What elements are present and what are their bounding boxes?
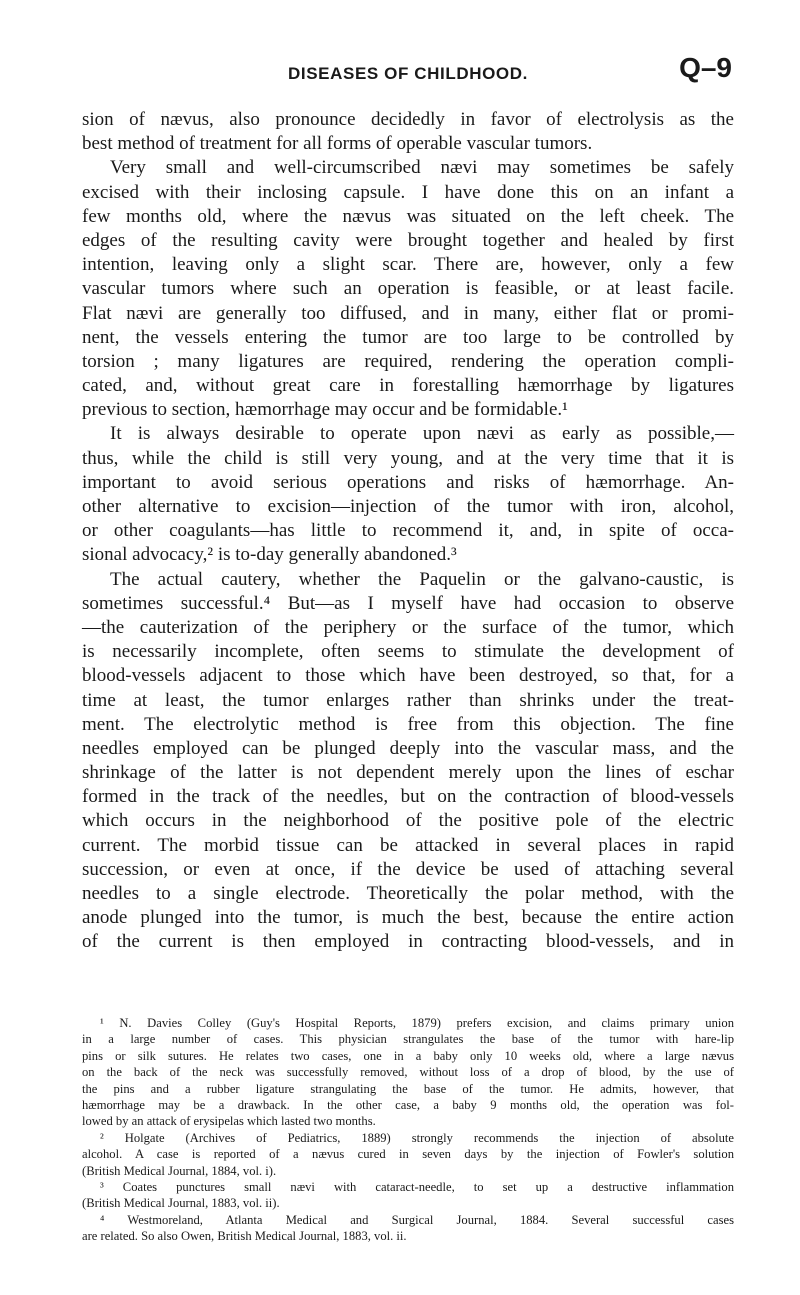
footnote-line: in a large number of cases. This physician strangulates the base of the tumor with hare-lip [82, 1032, 734, 1047]
footnote-line: pins or silk sutures. He relates two cases, one in a baby only 10 weeks old, where a large nævus [82, 1048, 734, 1063]
footnotes [82, 1015, 734, 1244]
text-line: excised with their inclosing capsule. I have done this on an infant a [82, 181, 734, 203]
text-line: or other coagulants—has little to recommend it, and, in spite of occa- [82, 520, 734, 542]
footnote-line: on the back of the neck was successfully removed, without loss of a drop of blood, by the use of [82, 1065, 734, 1080]
footnote-line: ¹ N. Davies Colley (Guy's Hospital Reports, 1879) prefers excision, and claims primary union [100, 1016, 734, 1030]
text-line: edges of the resulting cavity were brought together and healed by first [82, 229, 734, 251]
page-header [84, 52, 732, 92]
text-line: blood-vessels adjacent to those which have been destroyed, so that, for a [82, 665, 734, 687]
footnote-line: alcohol. A case is reported of a nævus cured in seven days by the injection of Fowler's solution [82, 1147, 734, 1162]
running-head: DISEASES OF CHILDHOOD. [288, 64, 528, 83]
text-line: of the current is then employed in contracting blood-vessels, and in [82, 931, 734, 953]
footnote-line: (British Medical Journal, 1883, vol. ii). [82, 1196, 280, 1211]
footnote-line: the pins and a rubber ligature strangulating the base of the tumor. He admits, however, that [82, 1081, 734, 1096]
text-line: sometimes successful.⁴ But—as I myself have had occasion to observe [82, 592, 734, 614]
text-line: sion of nævus, also pronounce decidedly in favor of electrolysis as the [82, 109, 734, 130]
text-line: vascular tumors where such an operation is feasible, or at least facile. [82, 278, 734, 300]
text-line: anode plunged into the tumor, is much the best, because the entire action [82, 907, 734, 929]
text-line: current. The morbid tissue can be attacked in several places in rapid [82, 834, 734, 856]
text-line: thus, while the child is still very young, and at the very time that it is [82, 447, 734, 469]
page-number: Q–9 [679, 52, 732, 83]
text-line: sional advocacy,² is to-day generally abandoned.³ [82, 544, 457, 566]
footnote-line: are related. So also Owen, British Medical Journal, 1883, vol. ii. [82, 1229, 407, 1244]
text-line: other alternative to excision—injection of the tumor with iron, alcohol, [82, 496, 734, 517]
text-line: torsion ; many ligatures are required, rendering the operation compli- [82, 350, 734, 372]
text-line: which occurs in the neighborhood of the positive pole of the electric [82, 810, 734, 832]
text-line: Flat nævi are generally too diffused, and in many, either flat or promi- [82, 302, 734, 324]
text-line: best method of treatment for all forms of operable vascular tumors. [82, 133, 593, 155]
text-line: nent, the vessels entering the tumor are too large to be controlled by [82, 326, 734, 348]
text-line: intention, leaving only a slight scar. There are, however, only a few [82, 254, 734, 276]
text-line: cated, and, without great care in forestalling hæmorrhage by ligatures [82, 375, 734, 397]
footnote-line: ⁴ Westmoreland, Atlanta Medical and Surgical Journal, 1884. Several successful cases [100, 1212, 734, 1227]
text-line: important to avoid serious operations and risks of hæmorrhage. An- [82, 471, 734, 493]
text-line: succession, or even at once, if the device be used of attaching several [82, 858, 734, 880]
text-line: Very small and well-circumscribed nævi may sometimes be safely [110, 157, 734, 179]
text-line: —the cauterization of the periphery or the surface of the tumor, which [82, 616, 734, 638]
footnote-line: hæmorrhage may be a drawback. In the other case, a baby 9 months old, the operation was fol- [82, 1097, 734, 1112]
text-line: is necessarily incomplete, often seems to stimulate the development of [82, 641, 734, 663]
text-line: needles to a single electrode. Theoretically the polar method, with the [82, 883, 734, 904]
text-line: previous to section, hæmorrhage may occur and be formidable.¹ [82, 399, 568, 421]
text-line: It is always desirable to operate upon nævi as early as possible,— [110, 423, 734, 445]
text-line: time at least, the tumor enlarges rather than shrinks under the treat- [82, 689, 734, 711]
footnote-line: lowed by an attack of erysipelas which lasted two months. [82, 1114, 376, 1129]
footnote-line: ² Holgate (Archives of Pediatrics, 1889) strongly recommends the injection of absolute [100, 1130, 734, 1145]
text-line: The actual cautery, whether the Paquelin or the galvano-caustic, is [110, 568, 734, 590]
footnote-line: ³ Coates punctures small nævi with cataract-needle, to set up a destructive inflammation [100, 1179, 734, 1194]
footnote-line: (British Medical Journal, 1884, vol. i). [82, 1163, 277, 1178]
text-line: few months old, where the nævus was situated on the left cheek. The [82, 205, 734, 227]
body-text [82, 108, 734, 955]
text-line: shrinkage of the latter is not dependent merely upon the lines of eschar [82, 762, 734, 784]
text-line: needles employed can be plunged deeply into the vascular mass, and the [82, 737, 734, 759]
text-line: ment. The electrolytic method is free from this objection. The fine [82, 713, 734, 735]
text-line: formed in the track of the needles, but on the contraction of blood-vessels [82, 786, 734, 808]
